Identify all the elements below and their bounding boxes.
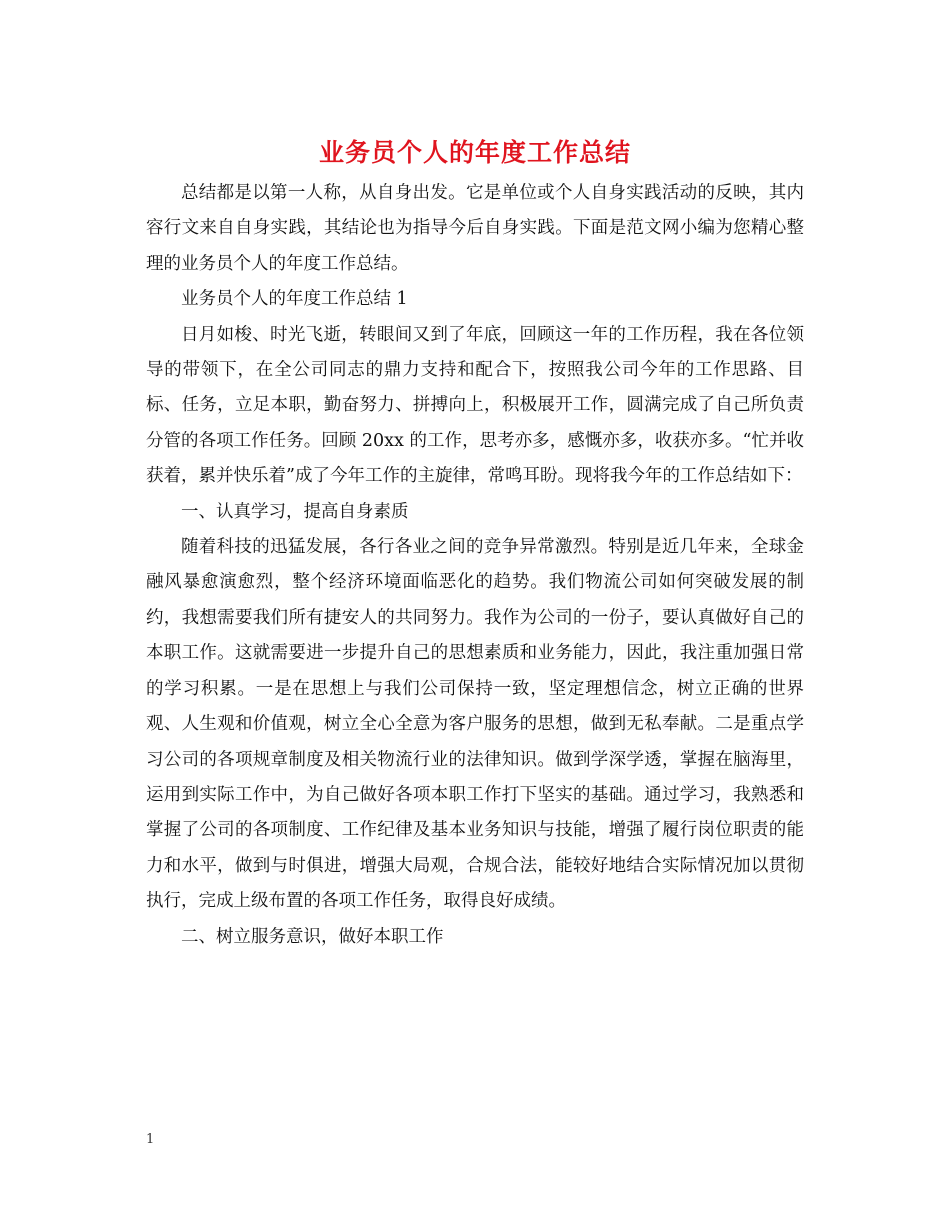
intro-paragraph: 总结都是以第一人称，从自身出发。它是单位或个人自身实践活动的反映，其内容行文来自自身实践，其结论也为指导今后自身实践。下面是范文网小编为您精心整理的业务员个人的年度工作总结。 bbox=[146, 183, 804, 274]
document-body bbox=[146, 176, 804, 955]
body-paragraph: 随着科技的迅猛发展，各行各业之间的竞争异常激烈。特别是近几年来，全球金融风暴愈演愈烈，整个经济环境面临恶化的趋势。我们物流公司如何突破发展的制约，我想需要我们所有捷安人的共同努力。我作为公司的一份子，要认真做好自己的本职工作。这就需要进一步提升自己的思想素质和业务能力，因此，我注重加强日常的学习积累。一是在思想上与我们公司保持一致，坚定理想信念，树立正确的世界观、人生观和价值观，树立全心全意为客户服务的思想，做到无私奉献。二是重点学习公司的各项规章制度及相关物流行业的法律知识。做到学深学透，掌握在脑海里，运用到实际工作中，为自己做好各项本职工作打下坚实的基础。通过学习，我熟悉和掌握了公司的各项制度、工作纪律及基本业务知识与技能，增强了履行岗位职责的能力和水平，做到与时俱进，增强大局观，合规合法，能较好地结合实际情况加以贯彻执行，完成上级布置的各项工作任务，取得良好成绩。 bbox=[146, 537, 804, 912]
body-paragraph: 日月如梭、时光飞逝，转眼间又到了年底，回顾这一年的工作历程，我在各位领导的带领下，在全公司同志的鼎力支持和配合下，按照我公司今年的工作思路、目标、任务，立足本职，勤奋努力、拼搏向上，积极展开工作，圆满完成了自己所负责分管的各项工作任务。回顾 20xx 的工作，思考亦多，感慨亦多，收获亦多。“忙并收获着，累并快乐着”成了今年工作的主旋律，常鸣耳盼。现将我今年的工作总结如下： bbox=[146, 324, 804, 487]
section-heading-study: 一、认真学习，提高自身素质 bbox=[181, 501, 409, 522]
section-heading-summary-1: 业务员个人的年度工作总结 1 bbox=[181, 289, 408, 310]
page-number: 1 bbox=[146, 1132, 155, 1147]
section-heading-service: 二、树立服务意识，做好本职工作 bbox=[181, 926, 444, 947]
document-title: 业务员个人的年度工作总结 bbox=[318, 138, 631, 167]
